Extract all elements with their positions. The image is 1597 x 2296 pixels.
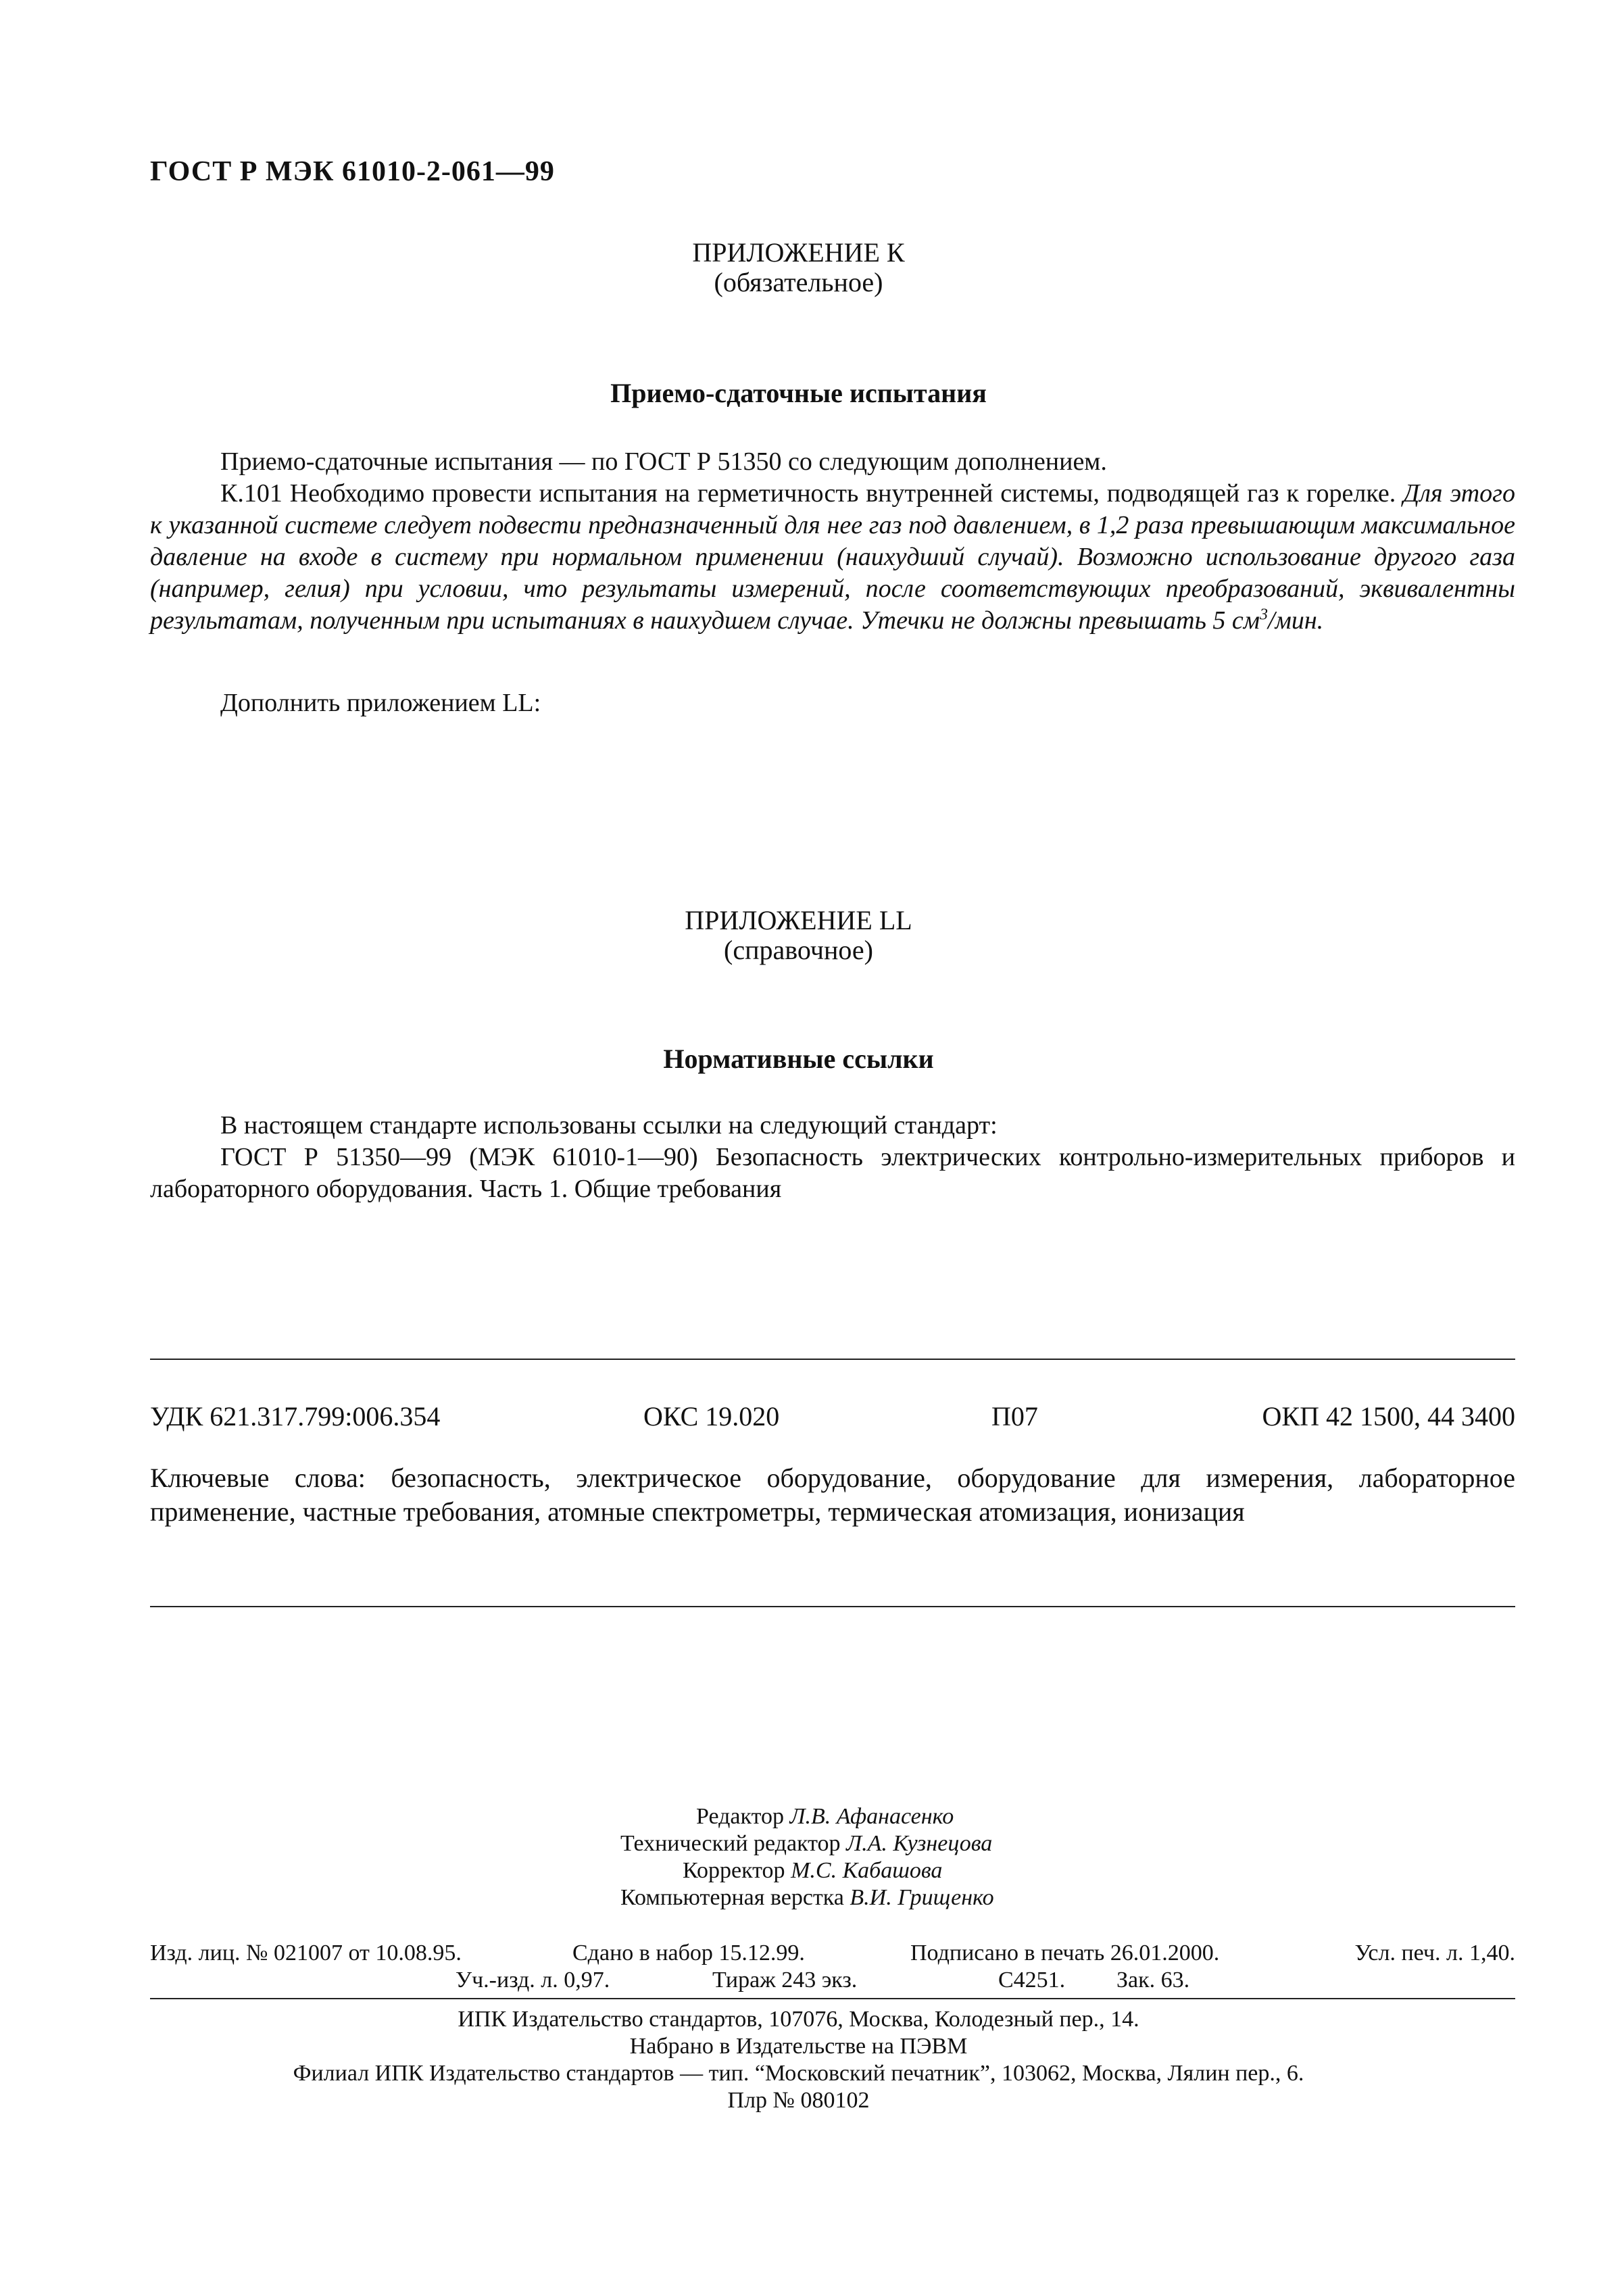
print-sheets: Усл. печ. л. 1,40. xyxy=(1354,1940,1515,1965)
divider-top xyxy=(150,1359,1515,1360)
p-code: П07 xyxy=(991,1401,1038,1432)
keywords: Ключевые слова: безопасность, электрическое оборудование, оборудование для измерения, лабораторное применение, частные требования, атомные спектрометры, термическая атомизация, ионизация xyxy=(150,1463,1515,1527)
license-number: Изд. лиц. № 021007 от 10.08.95. xyxy=(150,1940,462,1965)
credit-layout-label: Компьютерная верстка xyxy=(620,1885,844,1910)
credit-editor xyxy=(696,1803,954,1830)
footer-typeset: Набрано в Издательстве на ПЭВМ xyxy=(629,2034,968,2059)
appendix-k-heading: Приемо-сдаточные испытания xyxy=(610,378,987,408)
credit-layout xyxy=(620,1884,994,1911)
footer-publisher: ИПК Издательство стандартов, 107076, Москва, Колодезный пер., 14. xyxy=(458,2007,1139,2032)
appendix-ll-status: (справочное) xyxy=(724,935,873,965)
credit-tech-editor-name: Л.А. Кузнецова xyxy=(846,1831,993,1856)
credit-tech-editor-label: Технический редактор xyxy=(620,1831,841,1856)
credit-corrector-label: Корректор xyxy=(683,1858,785,1883)
appendix-k-title: ПРИЛОЖЕНИЕ К xyxy=(692,237,905,268)
print-run: Тираж 243 экз. xyxy=(712,1968,858,1993)
signed-to-print: Подписано в печать 26.01.2000. xyxy=(910,1940,1220,1965)
appendix-k-paragraph-3: Дополнить приложением LL: xyxy=(220,689,541,717)
publication-info xyxy=(150,1940,1515,1997)
divider-bottom xyxy=(150,1606,1515,1607)
appendix-k-paragraph-k101 xyxy=(150,478,1515,637)
k101-italic-text: Для этого к указанной системе следует подвести предназначенный для нее газ под давлением, в 1,2 раза превышающим максимальное давление на входе в систему при нормальном применении (наихудший случай). Возможно использование другого газа (например, гелия) при условии, что результаты измерений, после соответствующих преобразований, эквивалентны результатам, полученным при испытаниях в наихудшем случае. Утечки не должны превышать 5 см xyxy=(150,479,1515,635)
credit-editor-label: Редактор xyxy=(696,1804,784,1829)
appendix-ll-heading: Нормативные ссылки xyxy=(663,1044,934,1074)
credit-corrector xyxy=(683,1857,942,1884)
order-number: Зак. 63. xyxy=(1116,1968,1190,1993)
k101-unit-tail: /мин. xyxy=(1268,606,1324,635)
k101-text: К.101 Необходимо провести испытания на герметичность внутренней системы, подводящей газ к горелке. xyxy=(220,479,1404,508)
footer-printer: Филиал ИПК Издательство стандартов — тип. “Московский печатник”, 103062, Москва, Лялин пер., 6. xyxy=(293,2061,1304,2086)
oks-code: ОКС 19.020 xyxy=(643,1401,780,1432)
appendix-ll-reference: ГОСТ Р 51350—99 (МЭК 61010-1—90) Безопасность электрических контрольно-измерительных приборов и лабораторного оборудования. Часть 1. Общие требования xyxy=(150,1143,1515,1203)
okp-code: ОКП 42 1500, 44 3400 xyxy=(1262,1401,1515,1432)
sent-to-set: Сдано в набор 15.12.99. xyxy=(572,1940,805,1965)
publication-code: С4251. xyxy=(998,1968,1066,1993)
appendix-k-paragraph-1: Приемо-сдаточные испытания — по ГОСТ Р 51350 со следующим дополнением. xyxy=(220,447,1107,476)
credit-editor-name: Л.В. Афанасенко xyxy=(789,1804,954,1829)
credit-layout-name: В.И. Грищенко xyxy=(850,1885,994,1910)
credit-tech-editor xyxy=(620,1830,992,1857)
classification-row xyxy=(150,1400,1515,1434)
divider-footer xyxy=(150,1998,1515,1999)
k101-superscript: 3 xyxy=(1260,606,1269,624)
appendix-k-status: (обязательное) xyxy=(714,267,883,297)
credit-corrector-name: М.С. Кабашова xyxy=(791,1858,943,1883)
appendix-ll-title: ПРИЛОЖЕНИЕ LL xyxy=(685,905,912,935)
udk-code: УДК 621.317.799:006.354 xyxy=(150,1401,441,1432)
document-id: ГОСТ Р МЭК 61010-2-061—99 xyxy=(150,156,555,187)
publisher-sheets: Уч.-изд. л. 0,97. xyxy=(456,1968,610,1993)
appendix-ll-paragraph-1: В настоящем стандарте использованы ссылки на следующий стандарт: xyxy=(220,1111,998,1140)
footer-license: Плр № 080102 xyxy=(727,2088,870,2113)
